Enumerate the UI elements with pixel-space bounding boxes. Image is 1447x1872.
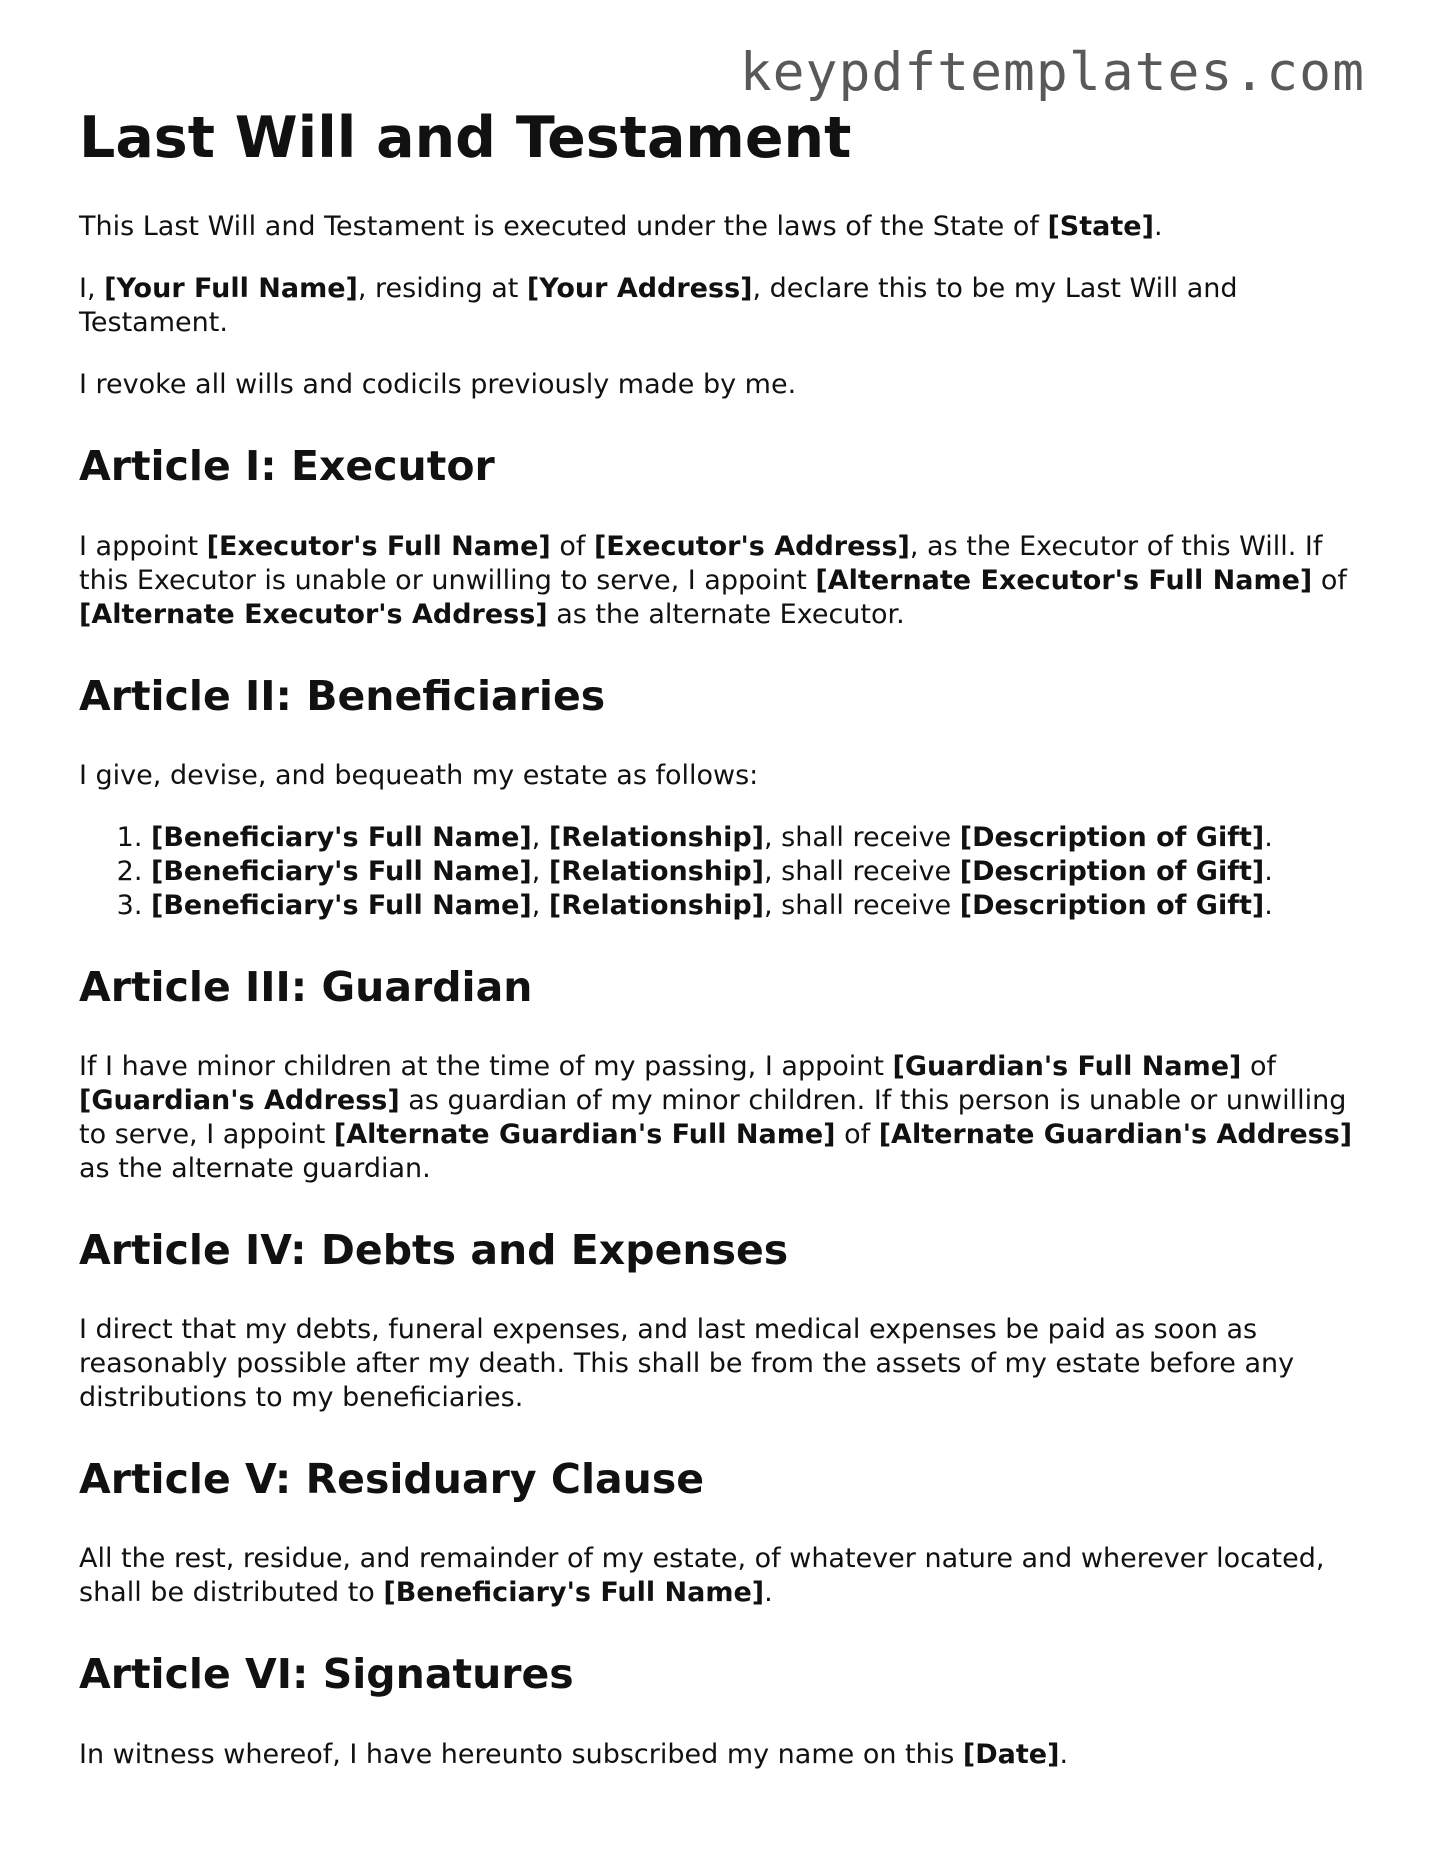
text: . — [1059, 1738, 1069, 1770]
beneficiary-name-placeholder: [Beneficiary's Full Name] — [151, 855, 532, 887]
text: as the alternate guardian. — [79, 1152, 431, 1184]
document — [79, 104, 1369, 1800]
text: as guardian of my minor children. If this person is unable or unwilling to serve, I appoint — [79, 1084, 1347, 1150]
alternate-guardian-name-placeholder: [Alternate Guardian's Full Name] — [333, 1118, 836, 1150]
watermark: keypdftemplates.com — [739, 42, 1365, 103]
text: . — [764, 1577, 773, 1609]
article-3-heading: Article III: Guardian — [79, 962, 533, 1011]
text: , — [531, 821, 549, 853]
relationship-placeholder: [Relationship] — [548, 889, 764, 921]
article-2-intro: I give, devise, and bequeath my estate as follows: — [79, 759, 759, 791]
state-placeholder: [State] — [1047, 211, 1154, 243]
residuary-beneficiary-placeholder: [Beneficiary's Full Name] — [383, 1577, 765, 1609]
document-title: Last Will and Testament — [79, 105, 852, 171]
address-placeholder: [Your Address] — [526, 273, 753, 305]
date-placeholder: [Date] — [962, 1738, 1060, 1770]
text: of — [1241, 1050, 1276, 1082]
alternate-guardian-address-placeholder: [Alternate Guardian's Address] — [878, 1118, 1353, 1150]
intro-paragraph-state — [79, 210, 1369, 244]
article-1-text — [79, 530, 1369, 632]
executor-name-placeholder: [Executor's Full Name] — [206, 530, 551, 562]
alternate-executor-name-placeholder: [Alternate Executor's Full Name] — [815, 564, 1313, 596]
text: , shall receive — [764, 889, 960, 921]
text: , residing at — [357, 273, 527, 305]
article-5-text — [79, 1542, 1369, 1610]
article-4-heading: Article IV: Debts and Expenses — [79, 1225, 789, 1274]
text: This Last Will and Testament is executed under the laws of the State of — [79, 211, 1048, 243]
text: , as the Executor of this Will. If this Executor is unable or unwilling to serve, I appoint — [79, 530, 1323, 596]
text: of — [550, 530, 594, 562]
text: . — [1264, 855, 1273, 887]
text: All the rest, residue, and remainder of my estate, of whatever nature and wherever located, shall be distributed to — [79, 1543, 1325, 1609]
alternate-executor-address-placeholder: [Alternate Executor's Address] — [79, 598, 548, 630]
text: , shall receive — [764, 821, 960, 853]
text: , shall receive — [764, 855, 960, 887]
guardian-address-placeholder: [Guardian's Address] — [79, 1084, 400, 1116]
text: , — [531, 855, 549, 887]
list-item — [151, 889, 1369, 923]
text: . — [1153, 211, 1163, 243]
article-2-heading: Article II: Beneficiaries — [79, 671, 606, 720]
text: If I have minor children at the time of my passing, I appoint — [79, 1050, 893, 1082]
text: , — [531, 889, 549, 921]
article-1-heading: Article I: Executor — [79, 442, 495, 491]
relationship-placeholder: [Relationship] — [548, 821, 764, 853]
executor-address-placeholder: [Executor's Address] — [593, 530, 910, 562]
list-item — [151, 855, 1369, 889]
beneficiary-name-placeholder: [Beneficiary's Full Name] — [151, 821, 532, 853]
gift-placeholder: [Description of Gift] — [959, 889, 1265, 921]
text: of — [1312, 564, 1347, 596]
guardian-name-placeholder: [Guardian's Full Name] — [892, 1050, 1242, 1082]
text: . — [1264, 889, 1273, 921]
gift-placeholder: [Description of Gift] — [959, 855, 1265, 887]
text: . — [1264, 821, 1273, 853]
article-5-heading: Article V: Residuary Clause — [79, 1455, 705, 1504]
article-4-text: I direct that my debts, funeral expenses, and last medical expenses be paid as soon as reasonably possible after my death. This shall be from the assets of my estate before any distributions to my beneficiaries. — [79, 1314, 1295, 1414]
text: I, — [79, 273, 105, 305]
intro-paragraph-revoke: I revoke all wills and codicils previously made by me. — [79, 369, 797, 401]
relationship-placeholder: [Relationship] — [548, 855, 764, 887]
text: as the alternate Executor. — [547, 598, 905, 630]
text: In witness whereof, I have hereunto subscribed my name on this — [79, 1738, 963, 1770]
full-name-placeholder: [Your Full Name] — [104, 273, 358, 305]
text: , declare this to be my Last Will and Testament. — [79, 273, 1238, 339]
beneficiary-list — [79, 821, 1369, 923]
text: I appoint — [79, 530, 207, 562]
article-6-heading: Article VI: Signatures — [79, 1650, 574, 1699]
intro-paragraph-declaration — [79, 272, 1369, 340]
list-item — [151, 821, 1369, 855]
text: of — [835, 1118, 879, 1150]
gift-placeholder: [Description of Gift] — [959, 821, 1265, 853]
beneficiary-name-placeholder: [Beneficiary's Full Name] — [151, 889, 532, 921]
article-6-text — [79, 1738, 1369, 1772]
article-3-text — [79, 1050, 1369, 1186]
